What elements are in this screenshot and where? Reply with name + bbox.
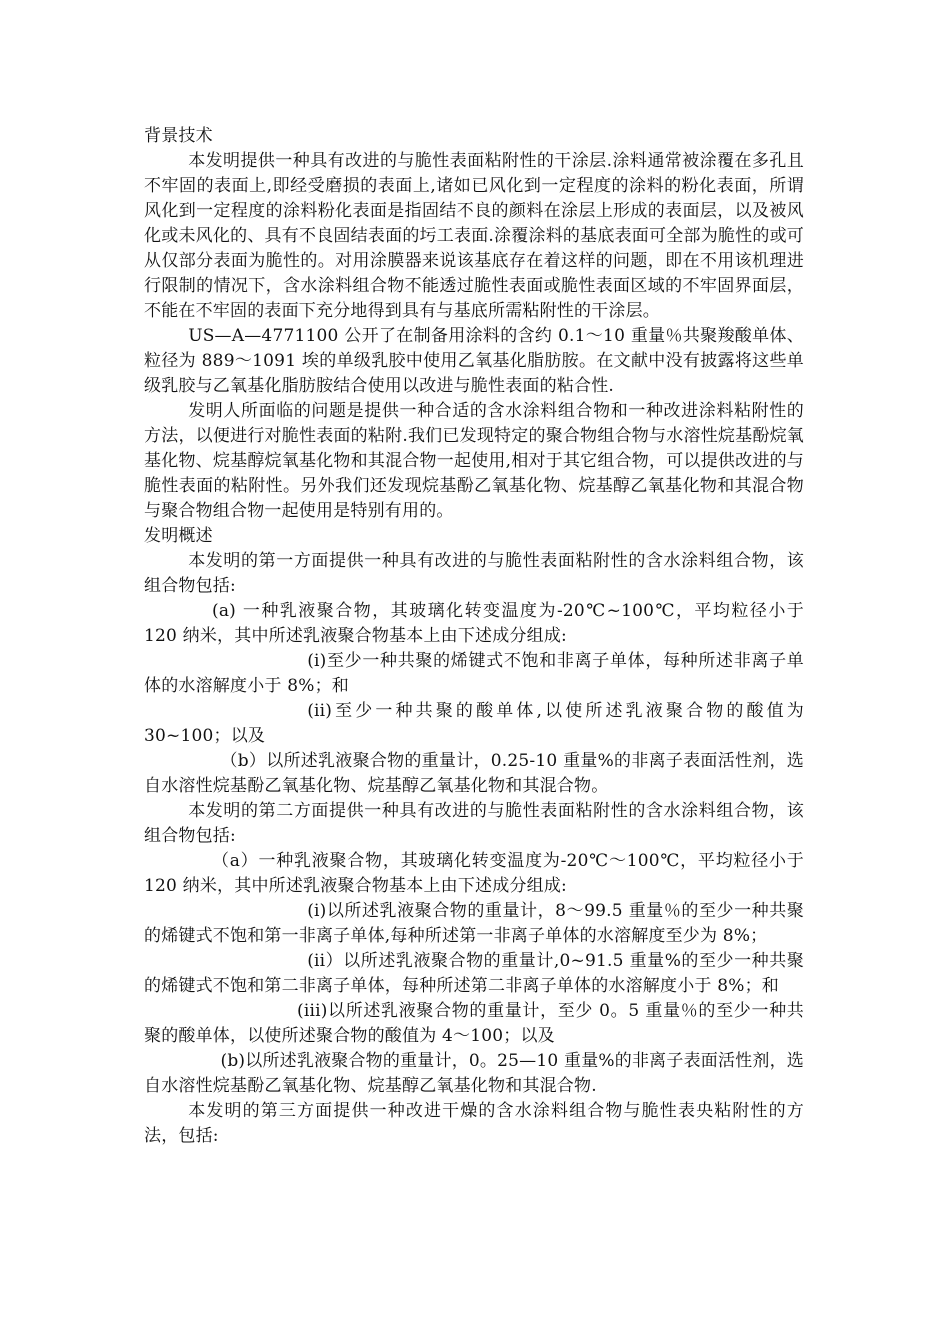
paragraph: US—A—4771100 公开了在制备用涂料的含约 0.1～10 重量％共聚羧酸单体、粒径为 889～1091 埃的单级乳胶中使用乙氧基化脂肪胺。在文献中没有披露将这些单级乳胶与乙氧基化脂肪胺结合使用以改进与脆性表面的粘合性.	[144, 326, 804, 396]
claim-item-b: (b)以所述乳液聚合物的重量计，0。25—10 重量%的非离子表面活性剂，选自水溶性烷基酚乙氧基化物、烷基醇乙氧基化物和其混合物.	[144, 1051, 804, 1096]
paragraph: 本发明的第二方面提供一种具有改进的与脆性表面粘附性的含水涂料组合物，该组合物包括:	[144, 801, 804, 846]
claim-item-ii: (ii)至少一种共聚的酸单体,以使所述乳液聚合物的酸值为 30~100；以及	[144, 701, 804, 746]
claim-item-b: （b）以所述乳液聚合物的重量计，0.25-10 重量%的非离子表面活性剂，选自水溶性烷基酚乙氧基化物、烷基醇乙氧基化物和其混合物。	[144, 751, 804, 796]
paragraph: 本发明的第一方面提供一种具有改进的与脆性表面粘附性的含水涂料组合物，该组合物包括:	[144, 551, 804, 596]
section-heading-summary: 发明概述	[144, 526, 213, 546]
paragraph: 发明人所面临的问题是提供一种合适的含水涂料组合物和一种改进涂料粘附性的方法，以便进行对脆性表面的粘附.我们已发现特定的聚合物组合物与水溶性烷基酚烷氧基化物、烷基醇烷氧基化物和其混合物一起使用,相对于其它组合物，可以提供改进的与脆性表面的粘附性。另外我们还发现烷基酚乙氧基化物、烷基醇乙氧基化物和其混合物与聚合物组合物一起使用是特别有用的。	[144, 401, 804, 521]
claim-item-a: (a) 一种乳液聚合物，其玻璃化转变温度为-20℃~100℃，平均粒径小于 120 纳米，其中所述乳液聚合物基本上由下述成分组成:	[144, 601, 804, 646]
document-body	[144, 124, 804, 1149]
claim-item-iii: (iii)以所述乳液聚合物的重量计，至少 0。5 重量％的至少一种共聚的酸单体，以使所述聚合物的酸值为 4～100；以及	[144, 1001, 804, 1046]
claim-item-a: （a）一种乳液聚合物，其玻璃化转变温度为-20℃～100℃，平均粒径小于 120 纳米，其中所述乳液聚合物基本上由下述成分组成:	[144, 851, 804, 896]
section-heading-background: 背景技术	[144, 126, 213, 146]
claim-item-i: (i)至少一种共聚的烯键式不饱和非离子单体，每种所述非离子单体的水溶解度小于 8%；和	[144, 651, 804, 696]
claim-item-i: (i)以所述乳液聚合物的重量计，8～99.5 重量％的至少一种共聚的烯键式不饱和第一非离子单体,每种所述第一非离子单体的水溶解度至少为 8%；	[144, 901, 804, 946]
paragraph: 本发明提供一种具有改进的与脆性表面粘附性的干涂层.涂料通常被涂覆在多孔且不牢固的表面上,即经受磨损的表面上,诸如已风化到一定程度的涂料的粉化表面，所谓风化到一定程度的涂料粉化表面是指固结不良的颜料在涂层上形成的表面层，以及被风化或未风化的、具有不良固结表面的圬工表面.涂覆涂料的基底表面可全部为脆性的或可从仅部分表面为脆性的。对用涂膜器来说该基底存在着这样的问题，即在不用该机理进行限制的情况下，含水涂料组合物不能透过脆性表面或脆性表面区域的不牢固界面层，不能在不牢固的表面下充分地得到具有与基底所需粘附性的干涂层。	[144, 151, 804, 321]
paragraph: 本发明的第三方面提供一种改进干燥的含水涂料组合物与脆性表央粘附性的方法，包括:	[144, 1101, 804, 1146]
claim-item-ii: (ii）以所述乳液聚合物的重量计,0~91.5 重量%的至少一种共聚的烯键式不饱和第二非离子单体，每种所述第二非离子单体的水溶解度小于 8%；和	[144, 951, 804, 996]
